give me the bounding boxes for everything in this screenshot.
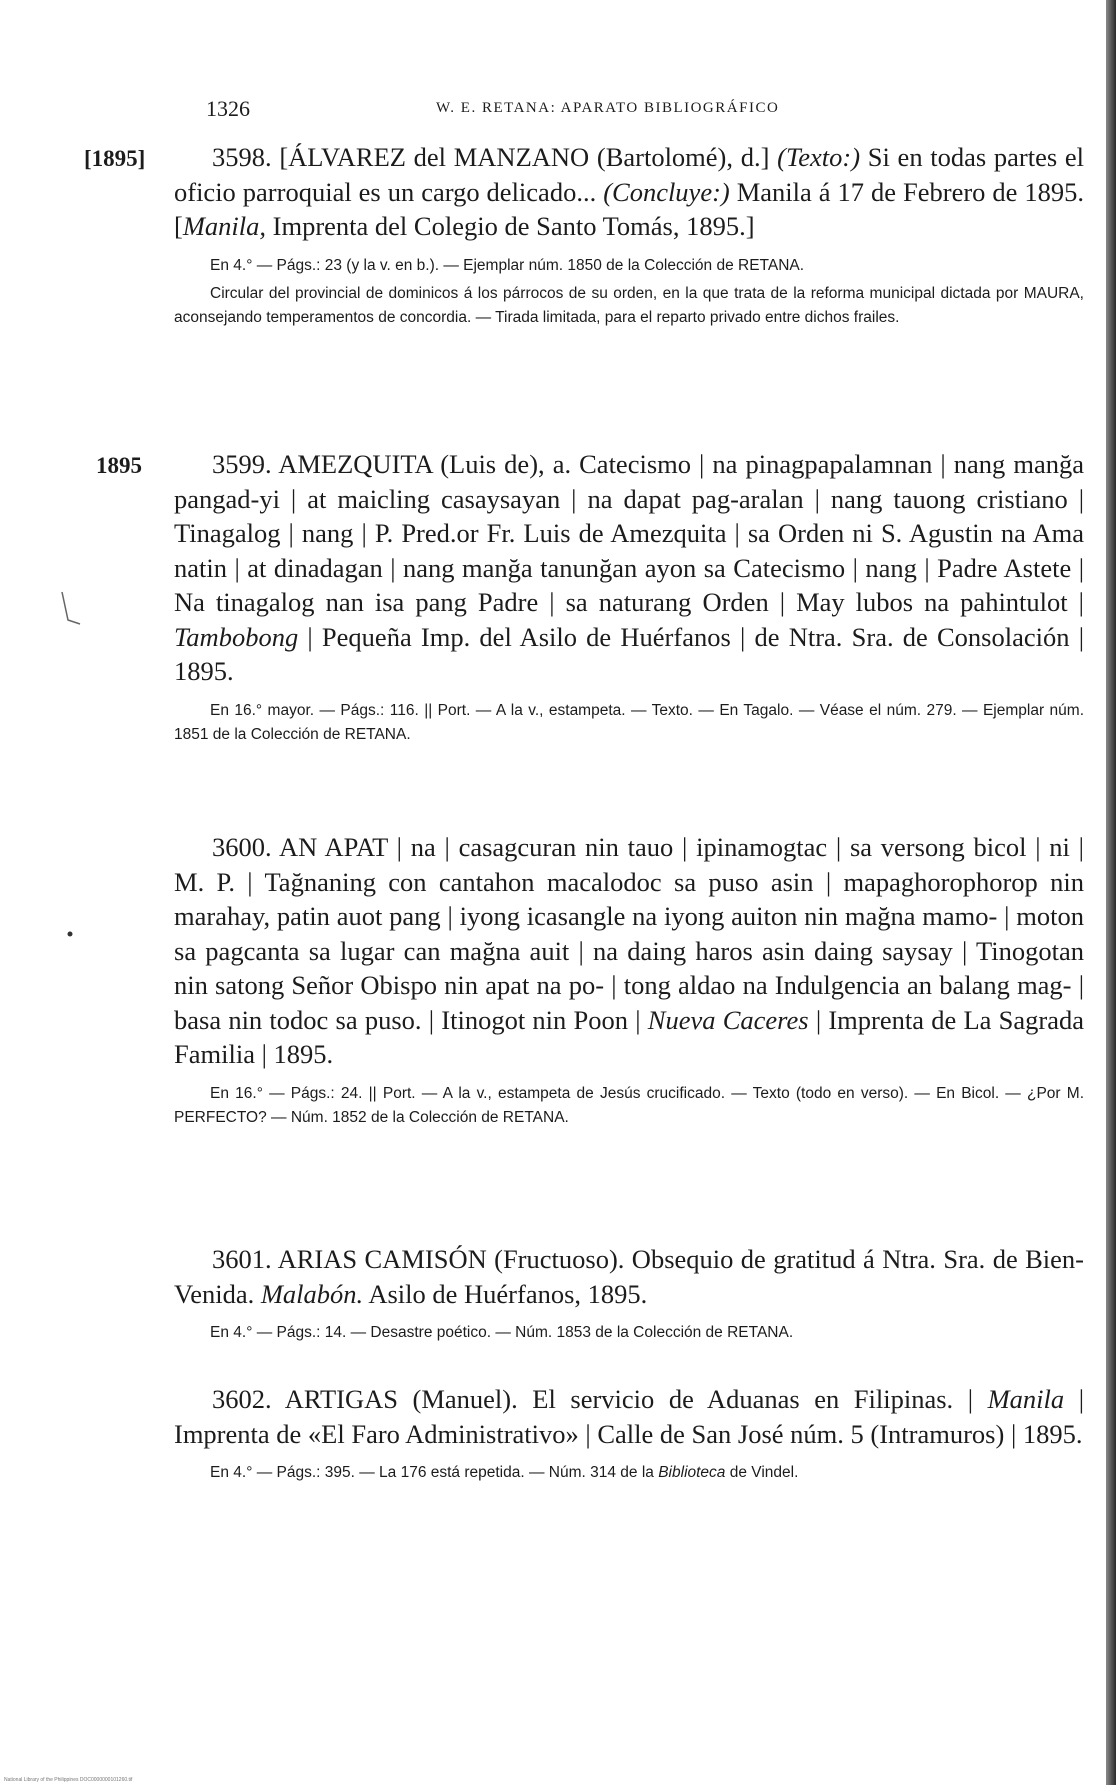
margin-check-mark (60, 590, 84, 626)
scan-footer: National Library of the Philippines DOC0000000101260.tif (4, 1777, 133, 1783)
entry-title-text: AMEZQUITA (Luis de), a. Catecismo | na pinagpapalamnan | nang manğa pangad-yi | at maicling casaysayan | na dapat pag-aralan | nang tauong cristiano | Tinagalog | nang | P. Pred.or Fr. Luis de Amezquita | sa Orden ni S. Agustin na Ama natin | at dinadagan | nang manğa tanunğan ayon sa Catecismo | nang | Padre Astete | Na tinagalog nan isa pang Padre | sa naturang Orden | May lubos na pahintulot | (174, 449, 1084, 617)
entry-body (174, 140, 1084, 244)
entry-body (174, 1382, 1084, 1451)
entry-place: Tambobong (174, 621, 299, 652)
margin-dot (66, 930, 74, 938)
entry-author: [ÁLVAREZ del MANZANO (Bartolomé), d.] (279, 142, 770, 172)
entry-3602 (174, 1382, 1084, 1485)
entry-title-text: ARTIGAS (Manuel). El servicio de Aduanas en Filipinas. | (284, 1384, 974, 1414)
entry-number: 3598. (212, 142, 272, 172)
entry-3601 (174, 1242, 1084, 1345)
entry-number: 3602. (212, 1384, 272, 1414)
note-text: En 4.° — Págs.: 395. — La 176 está repetida. — Núm. 314 de la (210, 1464, 654, 1481)
entry-note: En 16.° mayor. — Págs.: 116. || Port. — A la v., estampeta. — Texto. — En Tagalo. — Véase el núm. 279. — Ejemplar núm. 1851 de la Colección de RETANA. (174, 701, 1084, 743)
entry-imprint: | Pequeña Imp. del Asilo de Huérfanos | de Ntra. Sra. de Consolación | 1895. (174, 621, 1085, 686)
entry-3599 (96, 447, 1085, 747)
note-text: de Vindel. (729, 1464, 799, 1481)
entry-notes (174, 1082, 1084, 1130)
entry-note: Circular del provincial de dominicos á los párrocos de su orden, en la que trata de la reforma municipal dictada por MAURA, aconsejando temperamentos de concordia. — Tirada limitada, para el reparto privado entre dichos frailes. (174, 284, 1084, 326)
entry-italic-text: (Concluye:) (603, 176, 730, 207)
entry-notes (174, 1461, 1084, 1485)
entry-place: Malabón. (260, 1278, 364, 1309)
entry-note: En 4.° — Págs.: 23 (y la v. en b.). — Ejemplar núm. 1850 de la Colección de RETANA. (210, 256, 805, 274)
entry-notes (174, 699, 1084, 747)
entry-title-text: AN APAT | na | casagcuran nin tauo | ipinamogtac | sa versong bicol | ni | M. P. | Tağnaning con cantahon macalodoc sa puso asin | mapaghorophorop nin marahay, patin auot pang | iyong icasangle na iyong auiton nin mağna mamo- | moton sa pagcanta sa lugar can mağna auit | na daing haros asin daing saysay | Tinogotan nin satong Señor Obispo nin apat na po- | tong aldao na Indulgencia an balang mag- | basa nin todoc sa puso. | Itinogot nin Poon | (174, 832, 1084, 1035)
entry-3600 (174, 830, 1084, 1130)
entry-body (174, 830, 1084, 1072)
note-italic-text: Biblioteca (658, 1464, 726, 1481)
entry-place: Manila (987, 1384, 1065, 1414)
scan-edge-shadow (1106, 0, 1116, 1785)
entry-number: 3601. (212, 1244, 272, 1274)
entry-imprint: | Imprenta de La Sagrada Familia | 1895. (174, 1004, 1085, 1069)
entry-place: Nueva Caceres (647, 1004, 809, 1035)
running-title: W. E. RETANA: APARATO BIBLIOGRÁFICO (436, 100, 780, 116)
entry-note: En 4.° — Págs.: 14. — Desastre poético. — Núm. 1853 de la Colección de RETANA. (210, 1324, 794, 1341)
year-marker: [1895] (84, 146, 146, 171)
entry-number: 3599. (212, 449, 272, 479)
entry-number: 3600. (212, 832, 272, 862)
entry-notes (174, 1321, 1084, 1345)
entry-note (174, 1461, 1084, 1485)
entry-body (174, 1242, 1084, 1311)
year-marker: 1895 (96, 453, 142, 478)
entry-text: Manila á 17 de Febrero de 1895. [ (174, 176, 1085, 241)
entry-note: En 16.° — Págs.: 24. || Port. — A la v., estampeta de Jesús crucificado. — Texto (todo en verso). — En Bicol. — ¿Por M. PERFECTO? — Núm. 1852 de la Colección de RETANA. (174, 1084, 1084, 1126)
entry-place: Manila, (182, 211, 267, 241)
entry-imprint: | Imprenta de «El Faro Administrativo» | Calle de San José núm. 5 (Intramuros) | 1895. (174, 1384, 1085, 1449)
page-header (0, 96, 1116, 126)
entry-title-text: ARIAS CAMISÓN (Fructuoso). Obsequio de gratitud á Ntra. Sra. de Bien-Venida. (174, 1244, 1084, 1309)
entry-italic-text: (Texto:) (777, 142, 861, 172)
entry-body (174, 447, 1084, 689)
entry-notes (174, 254, 1084, 330)
entry-imprint: Asilo de Huérfanos, 1895. (368, 1278, 648, 1309)
entry-title-text: Si en todas partes el oficio parroquial es un cargo delicado... (174, 142, 1085, 207)
page-number: 1326 (206, 96, 250, 121)
entry-imprint: Imprenta del Colegio de Santo Tomás, 1895.] (272, 211, 755, 241)
entry-3598 (84, 140, 1085, 330)
